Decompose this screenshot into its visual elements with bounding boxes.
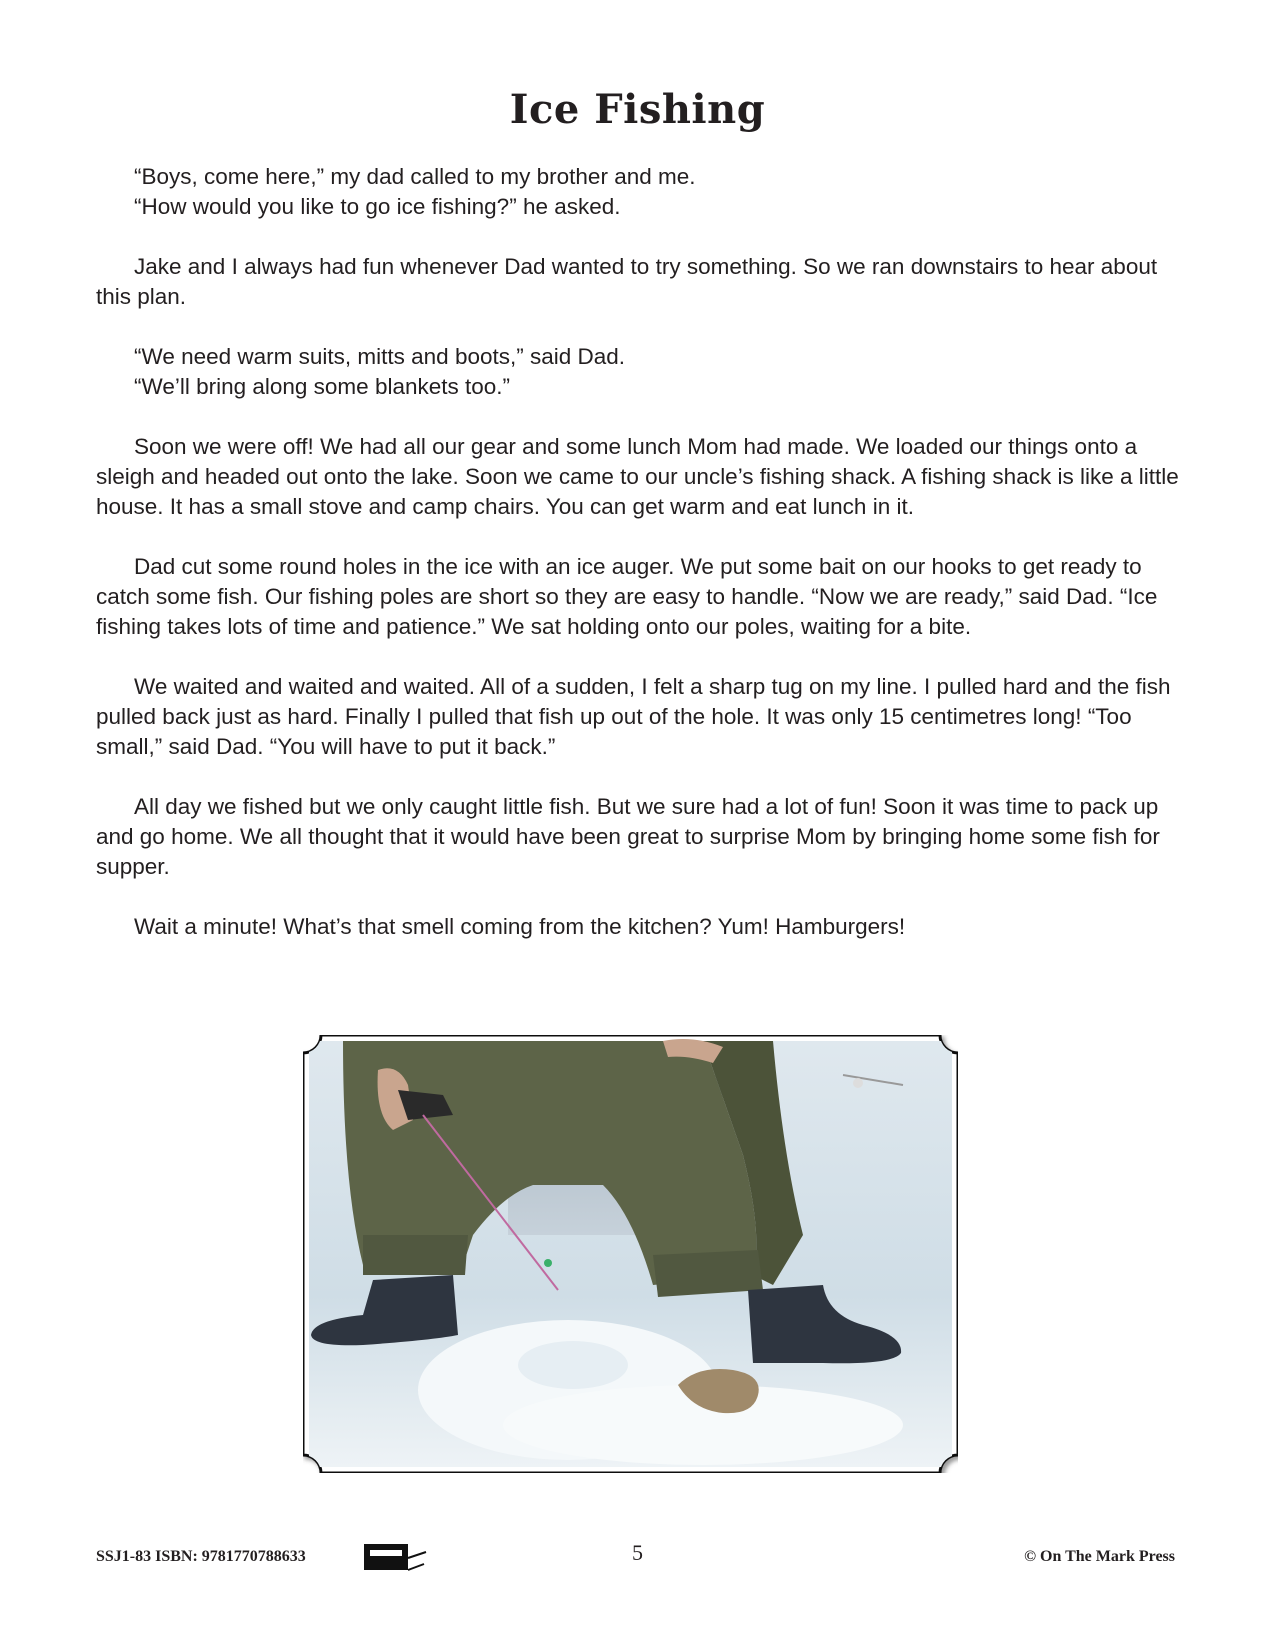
story-paragraph: Jake and I always had fun whenever Dad wanted to try something. So we ran downstairs to hear about this plan. (96, 254, 1158, 309)
story-text (96, 162, 1186, 942)
story-paragraph: Wait a minute! What’s that smell coming from the kitchen? Yum! Hamburgers! (134, 914, 906, 939)
story-paragraph: “Boys, come here,” my dad called to my brother and me. (134, 164, 696, 189)
story-paragraph: “We’ll bring along some blankets too.” (134, 374, 511, 399)
story-paragraph: Soon we were off! We had all our gear and some lunch Mom had made. We loaded our things onto a sleigh and headed out onto the lake. Soon we came to our uncle’s fishing shack. A fishing shack is like a little house. It has a small stove and camp chairs. You can get warm and eat lunch in it. (96, 434, 1179, 519)
story-paragraph: “We need warm suits, mitts and boots,” said Dad. (134, 344, 626, 369)
isbn-code: SSJ1-83 ISBN: 9781770788633 (96, 1548, 306, 1565)
page-footer (0, 1538, 1275, 1578)
story-paragraph: We waited and waited and waited. All of a sudden, I felt a sharp tug on my line. I pulled hard and the fish pulled back just as hard. Finally I pulled that fish up out of the hole. It was only 15 centimetres long! “Too small,” said Dad. “You will have to put it back.” (96, 674, 1171, 759)
copyright: © On The Mark Press (1024, 1548, 1175, 1565)
page-title: Ice Fishing (509, 86, 766, 133)
story-paragraph: Dad cut some round holes in the ice with an ice auger. We put some bait on our hooks to get ready to catch some fish. Our fishing poles are short so they are easy to handle. “Now we are ready,” said Dad. “Ice fishing takes lots of time and patience.” We sat holding onto our poles, waiting for a bite. (96, 554, 1158, 639)
story-paragraph: All day we fished but we only caught little fish. But we sure had a lot of fun! Soon it was time to pack up and go home. We all thought that it would have been great to surprise Mom by bringing home some fish for supper. (96, 794, 1160, 879)
ice-fishing-photo (303, 1035, 958, 1473)
story-paragraph: “How would you like to go ice fishing?” he asked. (134, 194, 621, 219)
page-number: 5 (632, 1540, 643, 1565)
